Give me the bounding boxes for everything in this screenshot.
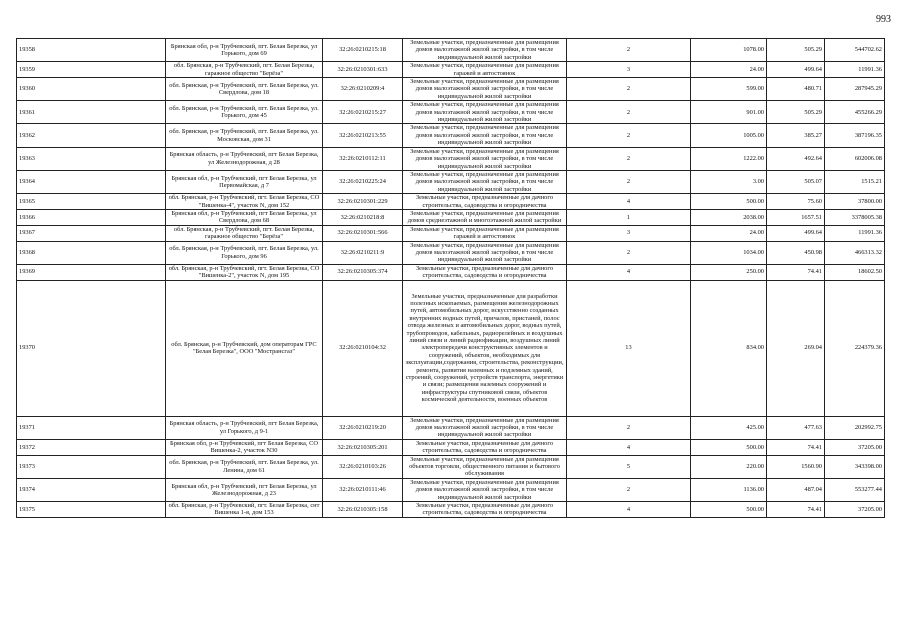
- row-number: 19364: [17, 170, 166, 193]
- category-cell: 2: [567, 78, 691, 101]
- specific-value-cell: 74.41: [767, 264, 825, 280]
- area-cell: 1034.00: [691, 241, 767, 264]
- specific-value-cell: 480.71: [767, 78, 825, 101]
- cadastral-value-cell: 602006.08: [825, 147, 885, 170]
- specific-value-cell: 450.98: [767, 241, 825, 264]
- row-number: 19362: [17, 124, 166, 147]
- land-use-cell: Земельные участки, предназначенные для размещения объектов торговли, общественного питания и бытового обслуживания: [403, 455, 567, 478]
- specific-value-cell: 385.27: [767, 124, 825, 147]
- category-cell: 4: [567, 502, 691, 518]
- category-cell: 3: [567, 225, 691, 241]
- cadastral-number-cell: 32:26:0210305:374: [323, 264, 403, 280]
- cadastral-number-cell: 32:26:0210301:566: [323, 225, 403, 241]
- land-use-cell: Земельные участки, предназначенные для размещения домов малоэтажной жилой застройки, в том числе индивидуальной жилой застройки: [403, 124, 567, 147]
- cadastral-number-cell: 32:26:0210218:8: [323, 209, 403, 225]
- cadastral-value-cell: 18602.50: [825, 264, 885, 280]
- cadastral-number-cell: 32:26:0210305:201: [323, 439, 403, 455]
- category-cell: 2: [567, 39, 691, 62]
- land-use-cell: Земельные участки, предназначенные для размещения домов малоэтажной жилой застройки, в том числе индивидуальной жилой застройки: [403, 478, 567, 501]
- table-row: [17, 502, 885, 518]
- cadastral-value-cell: 3378005.38: [825, 209, 885, 225]
- cadastral-value-cell: 544702.62: [825, 39, 885, 62]
- table-row: [17, 78, 885, 101]
- area-cell: 834.00: [691, 280, 767, 416]
- address-cell: Брянская область, р-н Трубчевский, пгт Белая Березка, ул Железнодорожная, д 28: [166, 147, 323, 170]
- row-number: 19361: [17, 101, 166, 124]
- address-cell: обл. Брянская, р-н Трубчевский, пгт. Белая Березка, СО "Вишенка-4", участок N, дом 152: [166, 194, 323, 210]
- row-number: 19373: [17, 455, 166, 478]
- address-cell: Брянская обл, р-н Трубчевский, пгт Белая Березка, ул Свердлова, дом 68: [166, 209, 323, 225]
- address-cell: Брянская обл, р-н Трубчевский, пгт Белая Березка, ул Первомайская, д 7: [166, 170, 323, 193]
- area-cell: 24.00: [691, 225, 767, 241]
- address-cell: Брянская обл, р-н Трубчевский, пгт. Белая Березка, ул Горького, дом 69: [166, 39, 323, 62]
- specific-value-cell: 269.04: [767, 280, 825, 416]
- table-row: [17, 170, 885, 193]
- row-number: 19369: [17, 264, 166, 280]
- specific-value-cell: 74.41: [767, 439, 825, 455]
- table-row: [17, 455, 885, 478]
- cadastral-value-cell: 37800.00: [825, 194, 885, 210]
- area-cell: 1005.00: [691, 124, 767, 147]
- land-use-cell: Земельные участки, предназначенные для дачного строительства, садоводства и огородничества: [403, 194, 567, 210]
- cadastral-value-table: [16, 38, 885, 518]
- row-number: 19358: [17, 39, 166, 62]
- row-number: 19363: [17, 147, 166, 170]
- area-cell: 599.00: [691, 78, 767, 101]
- address-cell: обл. Брянская, р-н Трубчевский, пгт. Белая Березка, СО "Вишенка-2", участок N, дом 195: [166, 264, 323, 280]
- category-cell: 5: [567, 455, 691, 478]
- row-number: 19375: [17, 502, 166, 518]
- area-cell: 500.00: [691, 439, 767, 455]
- table-row: [17, 416, 885, 439]
- land-use-cell: Земельные участки, предназначенные для дачного строительства, садоводства и огородничества: [403, 439, 567, 455]
- land-use-cell: Земельные участки, предназначенные для размещения домов малоэтажной жилой застройки, в том числе индивидуальной жилой застройки: [403, 147, 567, 170]
- cadastral-number-cell: 32:26:0210111:46: [323, 478, 403, 501]
- cadastral-value-cell: 343398.00: [825, 455, 885, 478]
- cadastral-number-cell: 32:26:0210209:4: [323, 78, 403, 101]
- cadastral-value-cell: 466313.32: [825, 241, 885, 264]
- cadastral-value-cell: 202992.75: [825, 416, 885, 439]
- land-use-cell: Земельные участки, предназначенные для размещения домов малоэтажной жилой застройки, в том числе индивидуальной жилой застройки: [403, 241, 567, 264]
- category-cell: 4: [567, 439, 691, 455]
- address-cell: обл. Брянская, р-н Трубчевский, пгт. Белая Березка, ул. Московская, дом 31: [166, 124, 323, 147]
- row-number: 19360: [17, 78, 166, 101]
- cadastral-value-cell: 455266.29: [825, 101, 885, 124]
- area-cell: 1078.00: [691, 39, 767, 62]
- page-number: 993: [876, 14, 891, 25]
- land-use-cell: Земельные участки, предназначенные для размещения гаражей и автостоянок: [403, 62, 567, 78]
- area-cell: 220.00: [691, 455, 767, 478]
- table-row: [17, 241, 885, 264]
- land-use-cell: Земельные участки, предназначенные для дачного строительства, садоводства и огородничества: [403, 502, 567, 518]
- table-row: [17, 62, 885, 78]
- land-use-cell: Земельные участки, предназначенные для размещения домов малоэтажной жилой застройки, в том числе индивидуальной жилой застройки: [403, 416, 567, 439]
- table-body: [17, 39, 885, 518]
- cadastral-value-cell: 553277.44: [825, 478, 885, 501]
- cadastral-number-cell: 32:26:0210301:633: [323, 62, 403, 78]
- area-cell: 24.00: [691, 62, 767, 78]
- cadastral-number-cell: 32:26:0210215:18: [323, 39, 403, 62]
- land-use-cell: Земельные участки, предназначенные для размещения домов малоэтажной жилой застройки, в том числе индивидуальной жилой застройки: [403, 101, 567, 124]
- address-cell: обл. Брянская, р-н Трубчевский, пгт. Белая Березка, ул. Свердлова, дом 18: [166, 78, 323, 101]
- address-cell: обл. Брянская, р-н Трубчевский, пгт. Белая Березка, гаражное общество "Берёза": [166, 225, 323, 241]
- specific-value-cell: 477.63: [767, 416, 825, 439]
- row-number: 19370: [17, 280, 166, 416]
- specific-value-cell: 492.64: [767, 147, 825, 170]
- category-cell: 1: [567, 209, 691, 225]
- table-row: [17, 101, 885, 124]
- cadastral-number-cell: 32:26:0210103:26: [323, 455, 403, 478]
- cadastral-number-cell: 32:26:0210219:20: [323, 416, 403, 439]
- area-cell: 1222.00: [691, 147, 767, 170]
- cadastral-number-cell: 32:26:0210104:32: [323, 280, 403, 416]
- cadastral-number-cell: 32:26:0210215:27: [323, 101, 403, 124]
- table-row: [17, 439, 885, 455]
- land-use-cell: Земельные участки, предназначенные для размещения домов среднеэтажной и многоэтажной жилой застройки: [403, 209, 567, 225]
- cadastral-number-cell: 32:26:0210112:11: [323, 147, 403, 170]
- address-cell: обл. Брянская, р-н Трубчевский, пгт. Белая Березка, снт Вишенка 1-я, дом 153: [166, 502, 323, 518]
- category-cell: 3: [567, 62, 691, 78]
- category-cell: 2: [567, 416, 691, 439]
- row-number: 19366: [17, 209, 166, 225]
- table-row: [17, 478, 885, 501]
- specific-value-cell: 487.04: [767, 478, 825, 501]
- area-cell: 500.00: [691, 194, 767, 210]
- land-use-cell: Земельные участки, предназначенные для размещения домов малоэтажной жилой застройки, в том числе индивидуальной жилой застройки: [403, 78, 567, 101]
- area-cell: 500.00: [691, 502, 767, 518]
- table-row: [17, 280, 885, 416]
- category-cell: 2: [567, 170, 691, 193]
- specific-value-cell: 505.29: [767, 39, 825, 62]
- specific-value-cell: 74.41: [767, 502, 825, 518]
- row-number: 19371: [17, 416, 166, 439]
- category-cell: 4: [567, 264, 691, 280]
- address-cell: обл. Брянская, р-н Трубчевский, пгт. Белая Березка, ул. Горького, дом 45: [166, 101, 323, 124]
- row-number: 19359: [17, 62, 166, 78]
- table-row: [17, 39, 885, 62]
- area-cell: 425.00: [691, 416, 767, 439]
- cadastral-value-cell: 1515.21: [825, 170, 885, 193]
- row-number: 19372: [17, 439, 166, 455]
- area-cell: 1136.00: [691, 478, 767, 501]
- category-cell: 2: [567, 147, 691, 170]
- land-use-cell: Земельные участки, предназначенные для разработки полезных ископаемых, размещения железнодорожных путей, автомобильных дорог, искусственно созданных внутренних водных путей, причалов, пристаней, полос отвода железных и автомобильных дорог, водных путей, трубопроводов, кабельных, радиорелейных и воздушных линий связи и линий радиофикации, воздушных линий электропередачи конструктивных элементов и сооружений, объектов, необходимых для эксплуатации,содержания, строительства, реконструкции, ремонта, развития наземных и подземных зданий, строений, сооружений, устройств транспорта, энергетики и связи; размещения наземных сооружений и инфраструктуры спутниковой связи, объектов космической деятельности, военных объектов: [403, 280, 567, 416]
- area-cell: 3.00: [691, 170, 767, 193]
- cadastral-value-cell: 287945.29: [825, 78, 885, 101]
- table-row: [17, 209, 885, 225]
- specific-value-cell: 505.29: [767, 101, 825, 124]
- category-cell: 13: [567, 280, 691, 416]
- specific-value-cell: 499.64: [767, 62, 825, 78]
- category-cell: 4: [567, 194, 691, 210]
- row-number: 19374: [17, 478, 166, 501]
- table-row: [17, 194, 885, 210]
- address-cell: Брянская обл, р-н Трубчевский, пгт Белая Березка, СО Вишенка-2, участок N30: [166, 439, 323, 455]
- specific-value-cell: 1560.90: [767, 455, 825, 478]
- cadastral-value-cell: 11991.36: [825, 225, 885, 241]
- cadastral-number-cell: 32:26:0210225:24: [323, 170, 403, 193]
- category-cell: 2: [567, 101, 691, 124]
- category-cell: 2: [567, 241, 691, 264]
- land-use-cell: Земельные участки, предназначенные для размещения домов малоэтажной жилой застройки, в том числе индивидуальной жилой застройки: [403, 170, 567, 193]
- specific-value-cell: 75.60: [767, 194, 825, 210]
- cadastral-value-cell: 11991.36: [825, 62, 885, 78]
- specific-value-cell: 499.64: [767, 225, 825, 241]
- cadastral-value-cell: 37205.00: [825, 502, 885, 518]
- row-number: 19367: [17, 225, 166, 241]
- address-cell: обл. Брянская, р-н Трубчевский, пгт. Белая Березка, гаражное общество "Берёза": [166, 62, 323, 78]
- specific-value-cell: 1657.51: [767, 209, 825, 225]
- category-cell: 2: [567, 124, 691, 147]
- cadastral-value-cell: 387196.35: [825, 124, 885, 147]
- cadastral-number-cell: 32:26:0210211:9: [323, 241, 403, 264]
- table-row: [17, 225, 885, 241]
- row-number: 19368: [17, 241, 166, 264]
- category-cell: 2: [567, 478, 691, 501]
- land-use-cell: Земельные участки, предназначенные для дачного строительства, садоводства и огородничества: [403, 264, 567, 280]
- cadastral-number-cell: 32:26:0210301:229: [323, 194, 403, 210]
- land-use-cell: Земельные участки, предназначенные для размещения домов малоэтажной жилой застройки, в том числе индивидуальной жилой застройки: [403, 39, 567, 62]
- cadastral-value-cell: 224379.36: [825, 280, 885, 416]
- land-use-cell: Земельные участки, предназначенные для размещения гаражей и автостоянок: [403, 225, 567, 241]
- cadastral-number-cell: 32:26:0210213:55: [323, 124, 403, 147]
- address-cell: Брянская обл, р-н Трубчевский, пгт Белая Березка, ул Железнодорожная, д 23: [166, 478, 323, 501]
- address-cell: обл. Брянская, р-н Трубчевский, пгт. Белая Березка, ул. Ленина, дом 61: [166, 455, 323, 478]
- cadastral-value-cell: 37205.00: [825, 439, 885, 455]
- cadastral-number-cell: 32:26:0210305:158: [323, 502, 403, 518]
- address-cell: Брянская область, р-н Трубчевский, пгт Белая Березка, ул Горького, д 9-1: [166, 416, 323, 439]
- table-row: [17, 147, 885, 170]
- specific-value-cell: 505.07: [767, 170, 825, 193]
- address-cell: обл. Брянская, р-н Трубчевский, дом операторам ГРС "Белая Березка", ООО "Мострансгаз": [166, 280, 323, 416]
- area-cell: 901.00: [691, 101, 767, 124]
- address-cell: обл. Брянская, р-н Трубчевский, пгт. Белая Березка, ул. Горького, дом 96: [166, 241, 323, 264]
- table-row: [17, 264, 885, 280]
- area-cell: 250.00: [691, 264, 767, 280]
- area-cell: 2038.00: [691, 209, 767, 225]
- row-number: 19365: [17, 194, 166, 210]
- table-row: [17, 124, 885, 147]
